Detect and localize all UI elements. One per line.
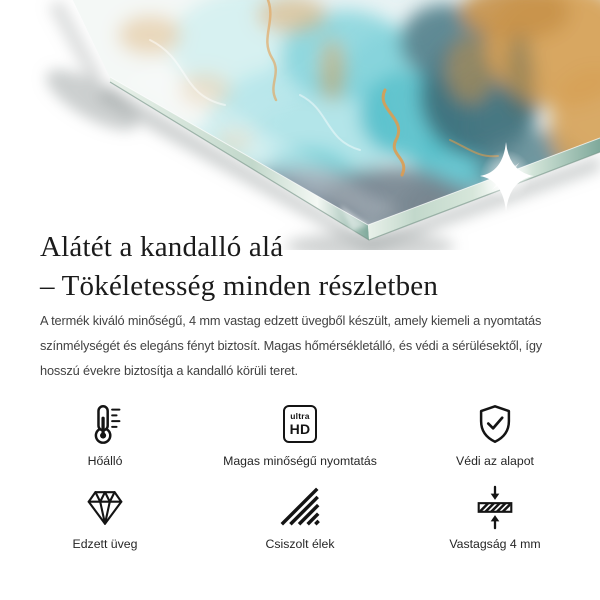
ultra-hd-icon: [283, 399, 317, 449]
section-title: [40, 228, 438, 306]
hero-artwork: [0, 0, 600, 250]
feature-tempered-glass: [20, 482, 190, 551]
description-line: A termék kiváló minőségű, 4 mm vastag edzett üvegből készült, amely kiemeli a nyomtatás: [40, 313, 542, 328]
feature-label: Védi az alapot: [456, 454, 534, 468]
description-line: hosszú évekre biztosítja a kandalló körüli teret.: [40, 363, 298, 378]
ultra-hd-badge-top: ultra: [290, 411, 310, 422]
feature-label: Hőálló: [87, 454, 123, 468]
feature-polished-edges: [190, 482, 410, 551]
thickness-icon: [472, 482, 518, 532]
section-title-line2: – Tökéletesség minden részletben: [40, 270, 439, 302]
feature-label: Edzett üveg: [72, 537, 138, 551]
product-photo: [0, 0, 600, 250]
features-grid: [20, 399, 580, 551]
feature-label: Csiszolt élek: [265, 537, 335, 551]
ultra-hd-badge-bottom: HD: [289, 420, 311, 437]
polished-edges-icon: [277, 482, 323, 532]
feature-print-quality: [190, 399, 410, 468]
feature-label: Vastagság 4 mm: [449, 537, 541, 551]
description-line: színmélységét és elegáns fényt biztosít. Magas hőmérsékletálló, és védi a sérülésektől, így: [40, 338, 543, 353]
feature-thickness: [410, 482, 580, 551]
section-title-line1: Alátét a kandalló alá: [40, 231, 284, 263]
section-description: [40, 308, 542, 383]
diamond-icon: [82, 482, 128, 532]
feature-label: Magas minőségű nyomtatás: [223, 454, 377, 468]
feature-base-protection: [410, 399, 580, 468]
shield-check-icon: [472, 399, 518, 449]
thermometer-icon: [82, 399, 128, 449]
feature-heat-resistant: [20, 399, 190, 468]
